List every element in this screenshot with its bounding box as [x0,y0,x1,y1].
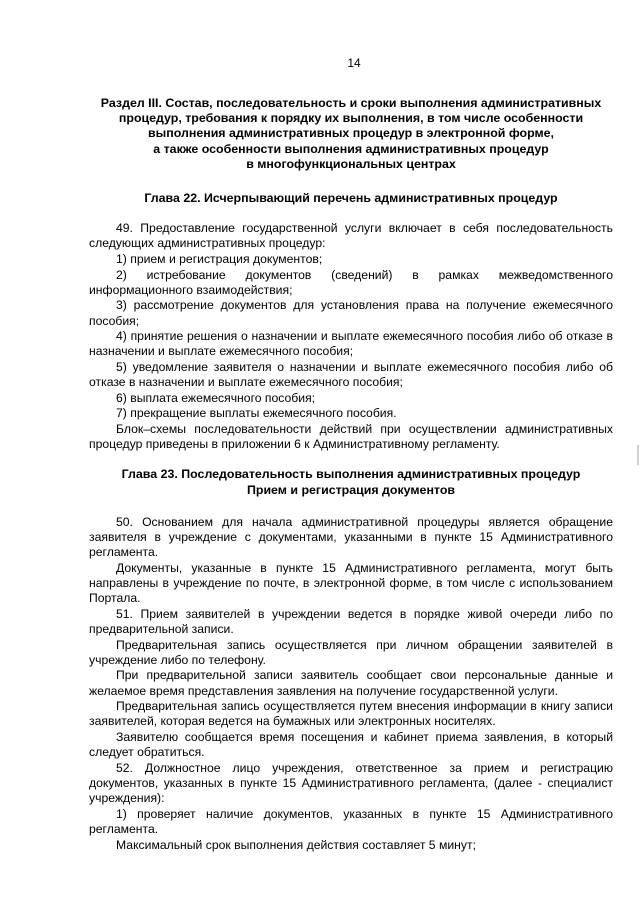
section-title-line: Раздел III. Состав, последовательность и сроки выполнения административных [100,96,602,110]
paragraph: Максимальный срок выполнения действия составляет 5 минут; [116,837,476,852]
chapter-22-body [89,221,613,452]
paragraph: 49. Предоставление государственной услуги включает в себя последовательность следующих административных процедур: [89,221,613,251]
section-title-line: выполнения административных процедур в электронной форме, [148,126,554,141]
list-item: 3) рассмотрение документов для установления права на получение ежемесячного пособия; [89,298,613,328]
chapter-23-body [89,515,613,853]
list-item: 7) прекращение выплаты ежемесячного пособия. [116,406,397,421]
section-title [89,96,613,172]
paragraph: Предварительная запись осуществляется при личном обращении заявителей в учреждение либо по телефону. [89,637,613,667]
paragraph: Заявителю сообщается время посещения и кабинет приема заявления, в который следует обратиться. [89,729,613,760]
section-title-line: процедур, требования к порядку их выполнения, в том числе особенности [118,111,584,126]
chapter-23-subtitle: Прием и регистрация документов [246,482,456,497]
paragraph: Документы, указанные в пункте 15 Административного регламента, могут быть направлены в учреждение по почте, в электронной форме, в том числе с использованием Портала. [89,560,613,606]
section-title-line: в многофункциональных центрах [246,156,456,171]
paragraph: 50. Основанием для начала административной процедуры является обращение заявителя в учреждение с документами, указанными в пункте 15 Административного регламента. [89,514,613,560]
list-item: 4) принятие решения о назначении и выплате ежемесячного пособия либо об отказе в назначении и выплате ежемесячного пособия; [89,329,613,359]
paragraph: Блок–схемы последовательности действий при осуществлении административных процедур приведены в приложении 6 к Административному регламенту. [89,421,613,452]
chapter-23-title-line: Глава 23. Последовательность выполнения административных процедур [121,467,581,482]
page-number: 14 [347,56,361,70]
scan-edge-mark [637,445,639,465]
paragraph: При предварительной записи заявитель сообщает свои персональные данные и желаемое время представления заявления на получение государственной услуги. [89,668,613,698]
paragraph: 51. Прием заявителей в учреждении ведется в порядке живой очереди либо по предварительной записи. [89,606,613,636]
chapter-23-title [89,467,613,497]
chapter-22-title: Глава 22. Исчерпывающий перечень административных процедур [144,191,558,206]
list-item: 1) прием и регистрация документов; [116,252,323,267]
list-item: 2) истребование документов (сведений) в рамках межведомственного информационного взаимодействия; [89,267,613,297]
list-item: 5) уведомление заявителя о назначении и выплате ежемесячного пособия либо об отказе в назначении и выплате ежемесячного пособия; [89,360,613,390]
paragraph: Предварительная запись осуществляется путем внесения информации в книгу записи заявителей, которая ведется на бумажных или электронных носителях. [89,699,613,729]
list-item: 1) проверяет наличие документов, указанных в пункте 15 Административного регламента. [89,806,613,836]
section-title-line: а также особенности выполнения административных процедур [153,141,549,156]
list-item: 6) выплата ежемесячного пособия; [116,390,316,405]
paragraph: 52. Должностное лицо учреждения, ответственное за прием и регистрацию документов, указанных в пункте 15 Административного регламента, (далее - специалист учреждения): [89,760,613,806]
